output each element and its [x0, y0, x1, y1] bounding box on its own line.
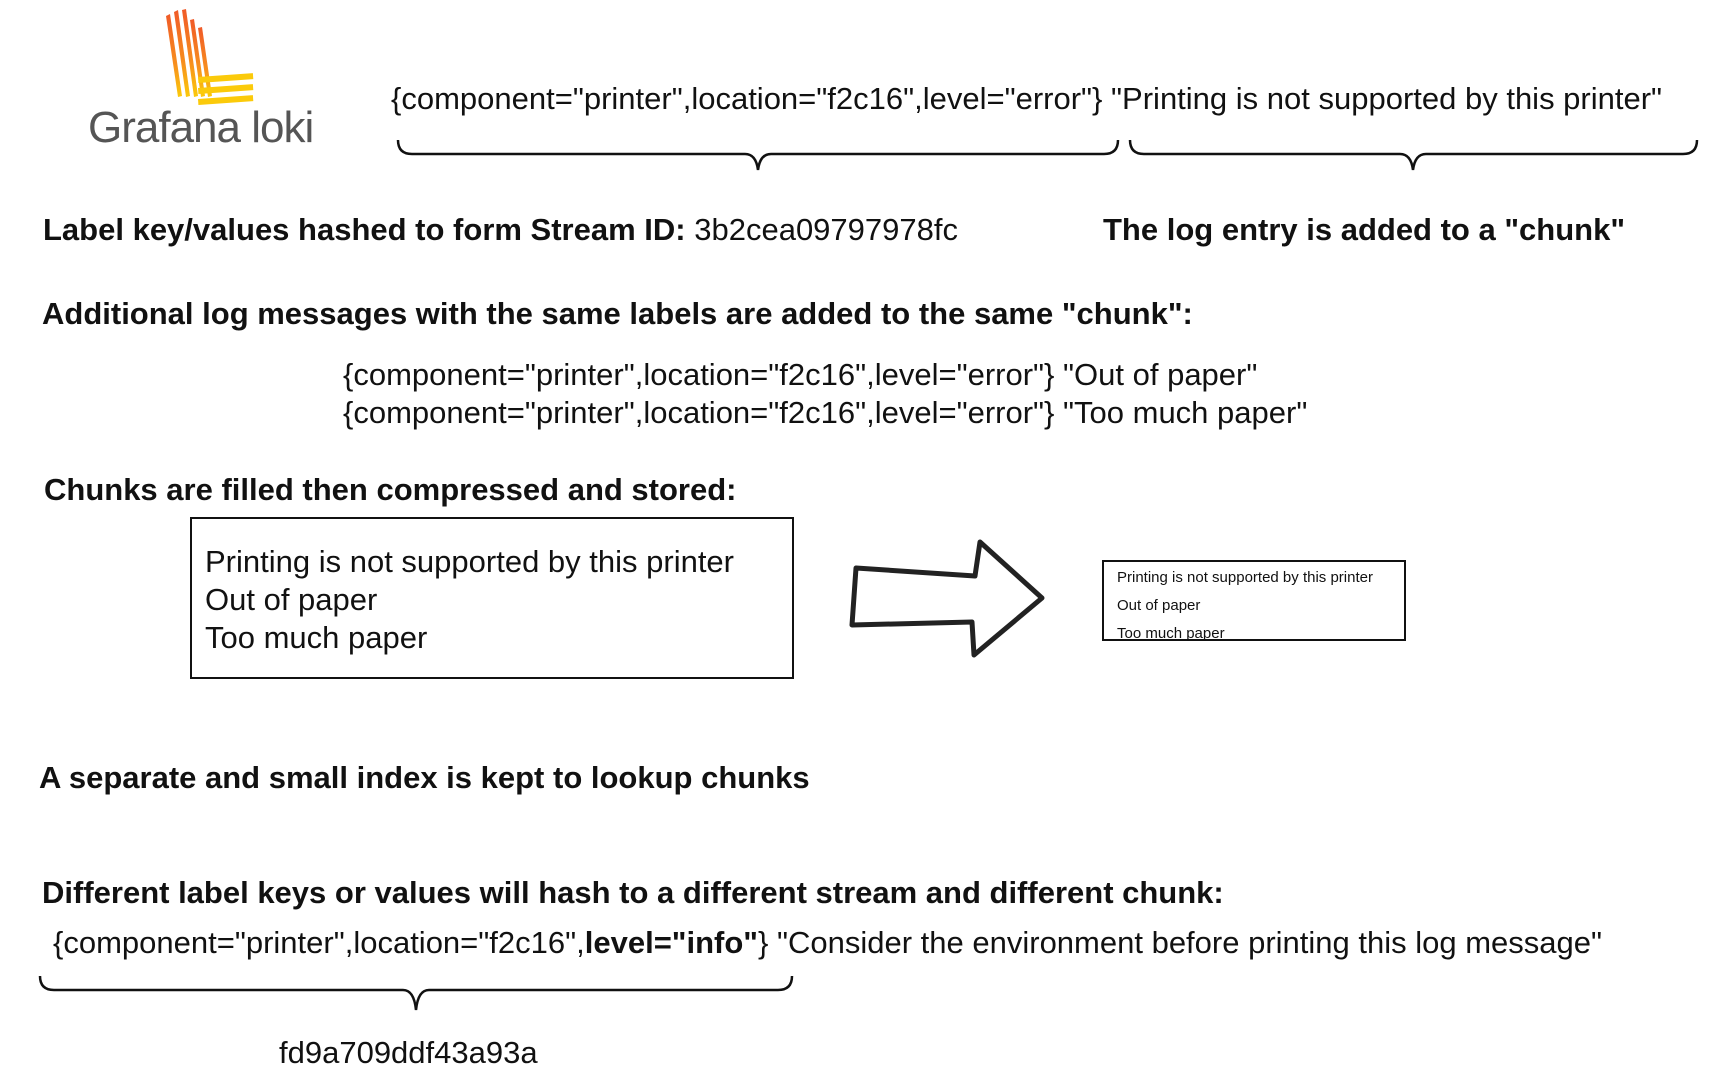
- chunks-heading: Chunks are filled then compressed and stored:: [44, 472, 737, 507]
- logo-word-grafana: Grafana: [88, 103, 240, 152]
- additional-line: {component="printer",location="f2c16",level="error"} "Out of paper": [343, 357, 1258, 392]
- chunk-caption: The log entry is added to a "chunk": [1103, 212, 1626, 247]
- stream2-hash: fd9a709ddf43a93a: [279, 1035, 538, 1070]
- stream1-message: "Printing is not supported by this printer": [1111, 81, 1663, 116]
- compressed-line: Too much paper: [1117, 625, 1225, 642]
- stream2-line: [53, 925, 1602, 961]
- stream2-message: "Consider the environment before printing this log message": [768, 925, 1602, 960]
- additional-heading: Additional log messages with the same labels are added to the same "chunk":: [42, 296, 1193, 331]
- different-heading: Different label keys or values will hash to a different stream and different chunk:: [42, 875, 1224, 910]
- index-heading: A separate and small index is kept to lookup chunks: [39, 760, 810, 795]
- chunk-line: Too much paper: [205, 620, 428, 655]
- compressed-line: Printing is not supported by this printer: [1117, 569, 1373, 586]
- stream2-labels-suffix: }: [758, 925, 769, 960]
- hash-caption-label: Label key/values hashed to form Stream ID:: [43, 212, 686, 247]
- compressed-line: Out of paper: [1117, 597, 1201, 614]
- logo-word-loki: loki: [251, 103, 314, 152]
- stream2-labels-prefix: {component="printer",location="f2c16",: [53, 925, 585, 960]
- stream1-labels: {component="printer",location="f2c16",level="error"}: [391, 81, 1103, 116]
- compressed-chunk-box: [1102, 560, 1406, 641]
- chunk-line: Printing is not supported by this printer: [205, 544, 734, 579]
- stream-id-value: 3b2cea09797978fc: [694, 212, 958, 247]
- chunk-line: Out of paper: [205, 582, 378, 617]
- additional-line: {component="printer",location="f2c16",level="error"} "Too much paper": [343, 395, 1308, 430]
- stream2-level-label: level="info": [584, 925, 759, 960]
